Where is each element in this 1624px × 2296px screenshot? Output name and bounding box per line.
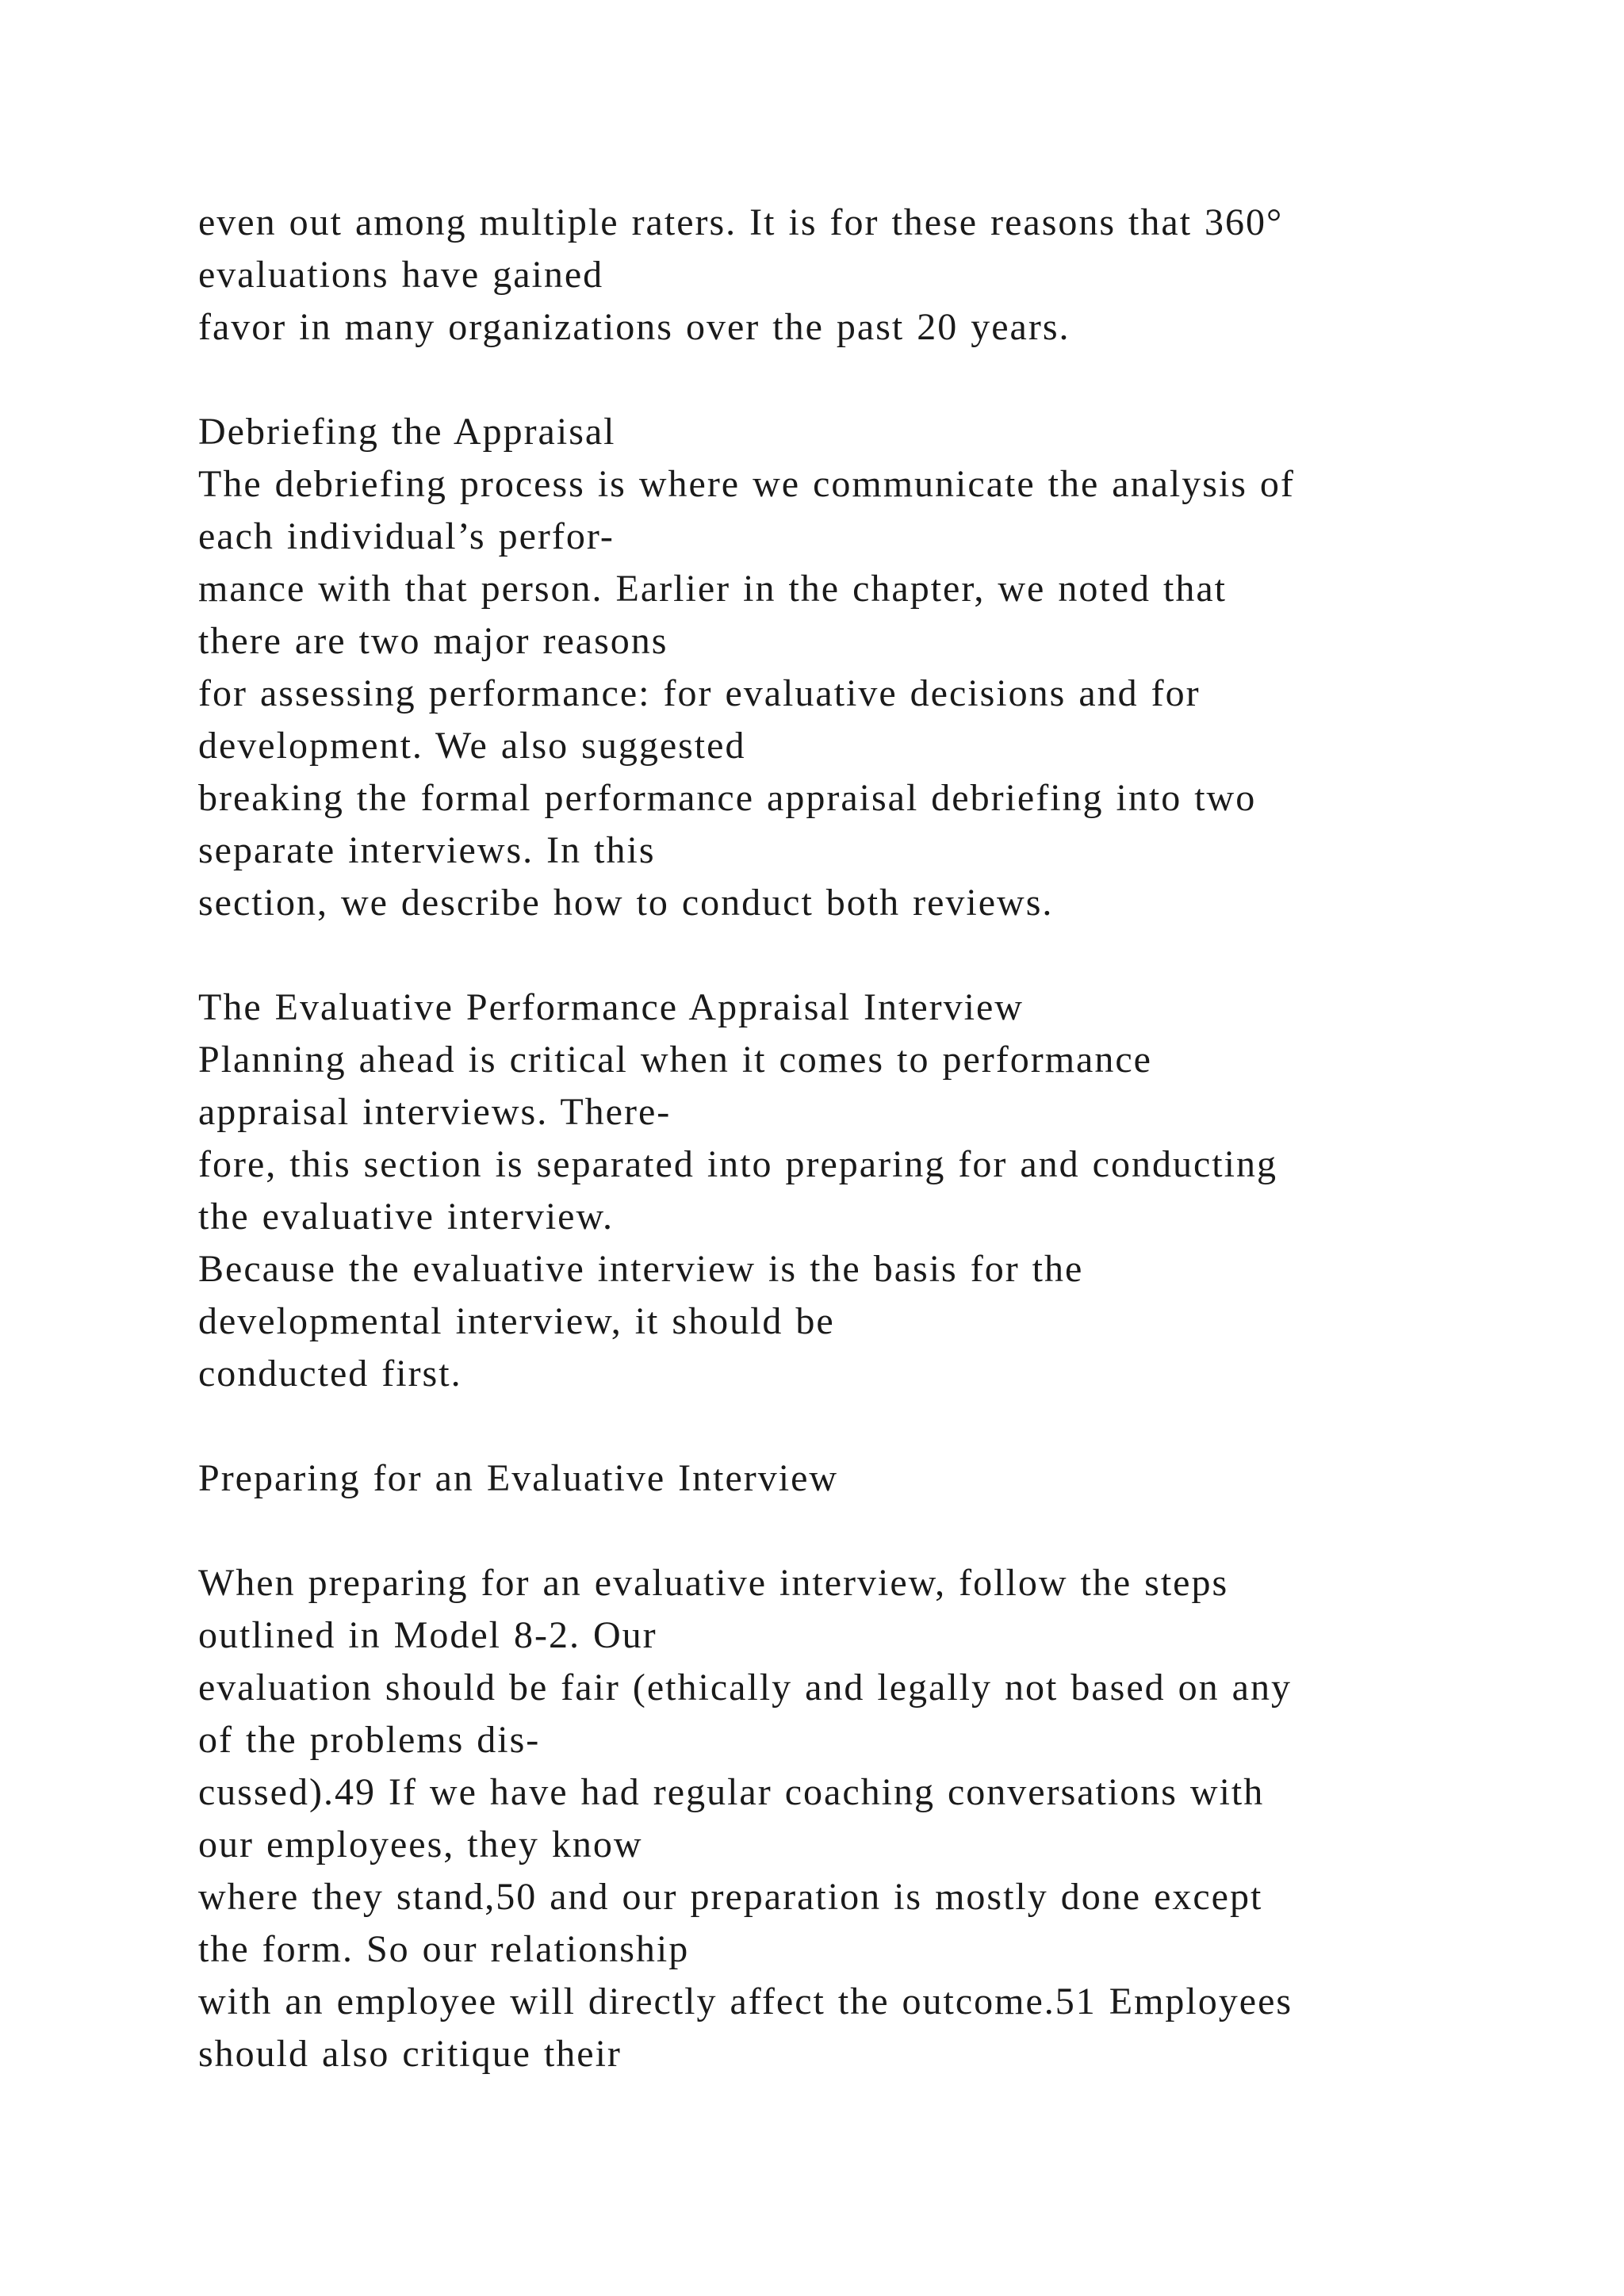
text-line: favor in many organizations over the past 20 years.: [198, 306, 1071, 348]
text-line: When preparing for an evaluative interview, follow the steps: [198, 1562, 1229, 1604]
text-line: even out among multiple raters. It is for these reasons that 360°: [198, 201, 1284, 243]
text-line: breaking the formal performance appraisal debriefing into two: [198, 777, 1257, 819]
text-line: there are two major reasons: [198, 620, 668, 662]
text-line: the evaluative interview.: [198, 1196, 615, 1238]
text-line: for assessing performance: for evaluative decisions and for: [198, 672, 1201, 714]
section-heading: Debriefing the Appraisal: [198, 411, 616, 453]
text-line: developmental interview, it should be: [198, 1300, 835, 1342]
body-text: [198, 197, 1530, 2080]
blank-line: [198, 354, 1530, 406]
text-line: cussed).49 If we have had regular coaching conversations with: [198, 1771, 1265, 1813]
text-line: evaluations have gained: [198, 254, 604, 296]
text-line: Because the evaluative interview is the basis for the: [198, 1248, 1084, 1290]
text-line: Planning ahead is critical when it comes to performance: [198, 1039, 1152, 1081]
section-heading: The Evaluative Performance Appraisal Interview: [198, 986, 1024, 1028]
text-line: separate interviews. In this: [198, 829, 656, 871]
text-line: mance with that person. Earlier in the chapter, we noted that: [198, 568, 1227, 610]
text-line: each individual’s perfor-: [198, 515, 615, 557]
text-line: of the problems dis-: [198, 1719, 541, 1761]
text-line: evaluation should be fair (ethically and legally not based on any: [198, 1667, 1292, 1709]
text-line: The debriefing process is where we communicate the analysis of: [198, 463, 1295, 505]
blank-line: [198, 929, 1530, 982]
text-line: outlined in Model 8-2. Our: [198, 1614, 657, 1656]
text-line: should also critique their: [198, 2033, 622, 2075]
text-line: development. We also suggested: [198, 725, 746, 767]
text-line: our employees, they know: [198, 1823, 643, 1866]
text-line: appraisal interviews. There-: [198, 1091, 672, 1133]
text-line: fore, this section is separated into preparing for and conducting: [198, 1143, 1277, 1185]
text-line: section, we describe how to conduct both reviews.: [198, 882, 1054, 924]
blank-line: [198, 1505, 1530, 1557]
text-line: conducted first.: [198, 1353, 462, 1395]
text-line: where they stand,50 and our preparation is mostly done except: [198, 1876, 1263, 1918]
section-heading: Preparing for an Evaluative Interview: [198, 1457, 839, 1499]
text-line: the form. So our relationship: [198, 1928, 690, 1970]
blank-line: [198, 1400, 1530, 1452]
text-line: with an employee will directly affect the outcome.51 Employees: [198, 1980, 1293, 2022]
